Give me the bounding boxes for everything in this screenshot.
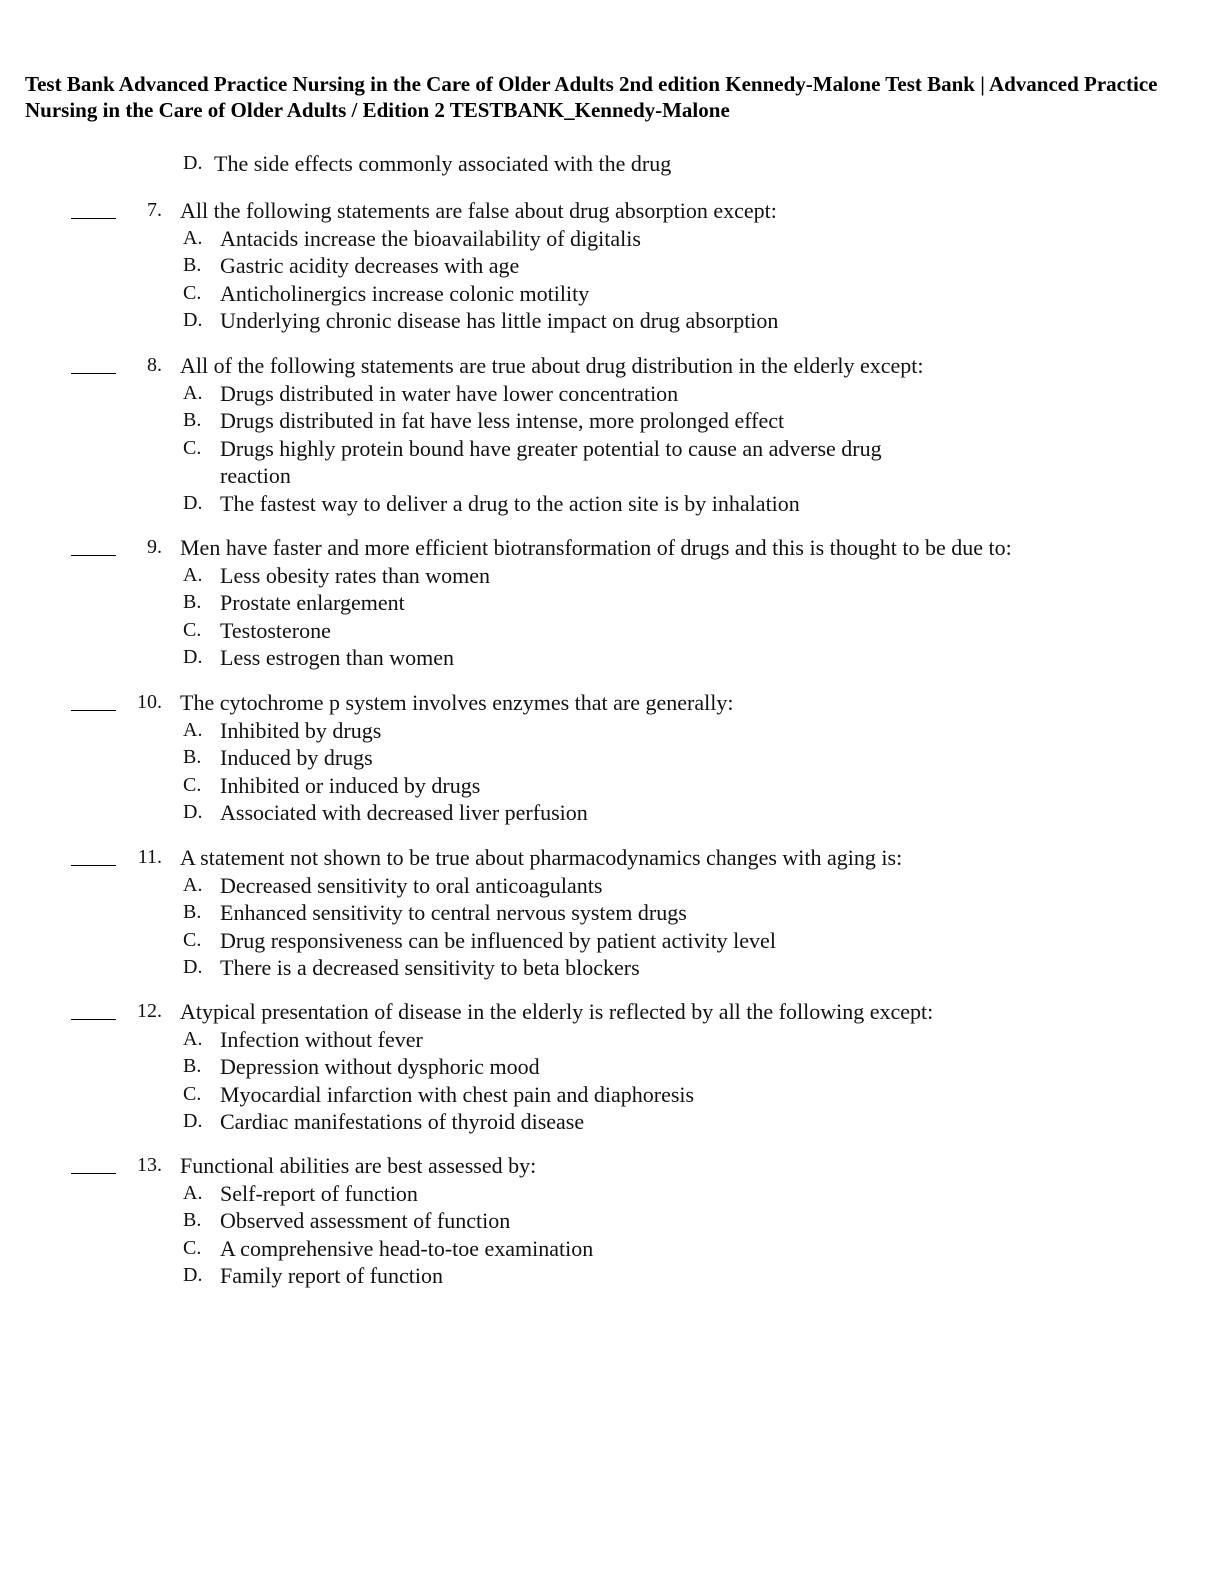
option-text: Testosterone (220, 617, 331, 643)
option-letter: A. (183, 1181, 203, 1204)
option-text: Cardiac manifestations of thyroid disease (220, 1109, 585, 1134)
question-number: 13. (137, 1154, 162, 1176)
option-text: Induced by drugs (220, 745, 373, 770)
option-letter: D. (183, 646, 203, 668)
option-text: Prostate enlargement (220, 590, 405, 615)
option-text: Less obesity rates than women (220, 562, 491, 588)
option-letter: A. (183, 563, 203, 586)
option-text-continuation: reaction (220, 463, 291, 488)
option-letter: C. (183, 281, 202, 304)
option-text: Family report of function (220, 1263, 444, 1288)
question-stem: All of the following statements are true about drug distribution in the elderly except: (180, 353, 924, 378)
question-number: 12. (137, 1000, 162, 1022)
question-stem: Men have faster and more efficient biotransformation of drugs and this is thought to be due to: (180, 535, 1012, 560)
option-letter: A. (183, 873, 203, 896)
option-text: Drug responsiveness can be influenced by patient activity level (220, 927, 776, 953)
option-text: Anticholinergics increase colonic motility (220, 280, 590, 306)
option-letter: D. (183, 1264, 203, 1286)
option-text: Infection without fever (220, 1026, 423, 1052)
option-letter: A. (183, 381, 203, 404)
option-text: The fastest way to deliver a drug to the action site is by inhalation (220, 490, 800, 516)
option-letter: B. (183, 1209, 202, 1231)
option-letter: D. (183, 491, 203, 514)
option-text: Underlying chronic disease has little impact on drug absorption (220, 308, 779, 333)
option-text: Inhibited or induced by drugs (220, 772, 481, 798)
option-text: Antacids increase the bioavailability of digitalis (220, 225, 641, 251)
option-text: Less estrogen than women (220, 645, 454, 670)
option-letter: A. (183, 226, 203, 249)
option-letter: C. (183, 618, 202, 641)
question-stem: Functional abilities are best assessed by: (180, 1153, 537, 1178)
question-number: 9. (147, 536, 162, 558)
option-letter: C. (183, 773, 202, 796)
option-letter: B. (183, 901, 202, 923)
option-letter: D. (183, 1110, 203, 1132)
option-text: Self-report of function (220, 1180, 418, 1206)
option-letter: D. (183, 309, 203, 331)
option-letter: B. (183, 409, 202, 431)
option-text: Inhibited by drugs (220, 717, 382, 743)
question-number: 7. (147, 199, 162, 221)
question-stem: The cytochrome p system involves enzymes that are generally: (180, 690, 734, 715)
option-letter: B. (183, 746, 202, 768)
question-number: 11. (137, 846, 162, 868)
option-text: Depression without dysphoric mood (220, 1054, 540, 1079)
question-stem: Atypical presentation of disease in the elderly is reflected by all the following except: (180, 999, 934, 1024)
option-text: Drugs distributed in water have lower concentration (220, 380, 679, 406)
option-letter: D. (183, 801, 203, 823)
question-stem: All the following statements are false about drug absorption except: (180, 198, 777, 223)
option-text: Associated with decreased liver perfusion (220, 800, 588, 825)
option-text: A comprehensive head-to-toe examination (220, 1235, 594, 1261)
option-text: Myocardial infarction with chest pain and diaphoresis (220, 1081, 695, 1107)
option-letter: A. (183, 718, 203, 741)
question-number: 8. (147, 354, 162, 376)
option-letter: C. (183, 1082, 202, 1105)
option-letter: B. (183, 591, 202, 613)
option-letter: D. (183, 152, 203, 174)
option-text: Decreased sensitivity to oral anticoagulants (220, 872, 603, 898)
option-text: There is a decreased sensitivity to beta blockers (220, 955, 640, 980)
option-text: Observed assessment of function (220, 1208, 511, 1233)
option-letter: D. (183, 956, 203, 978)
option-text: Drugs distributed in fat have less intense, more prolonged effect (220, 408, 785, 433)
option-letter: C. (183, 436, 202, 459)
option-text: The side effects commonly associated with the drug (214, 151, 672, 176)
question-number: 10. (137, 691, 162, 713)
option-letter: A. (183, 1027, 203, 1050)
option-letter: C. (183, 928, 202, 951)
option-letter: C. (183, 1236, 202, 1259)
option-text: Enhanced sensitivity to central nervous system drugs (220, 900, 687, 925)
option-text: Drugs highly protein bound have greater potential to cause an adverse drug (220, 435, 882, 461)
option-letter: B. (183, 254, 202, 276)
document-header: Test Bank Advanced Practice Nursing in the Care of Older Adults 2nd edition Kennedy-Malone Test Bank | Advanced Practice Nursing in the Care of Older Adults / Edition 2 TESTBANK_Kennedy-Malone (25, 72, 1158, 122)
option-text: Gastric acidity decreases with age (220, 253, 520, 278)
question-stem: A statement not shown to be true about pharmacodynamics changes with aging is: (180, 845, 903, 870)
option-letter: B. (183, 1055, 202, 1077)
